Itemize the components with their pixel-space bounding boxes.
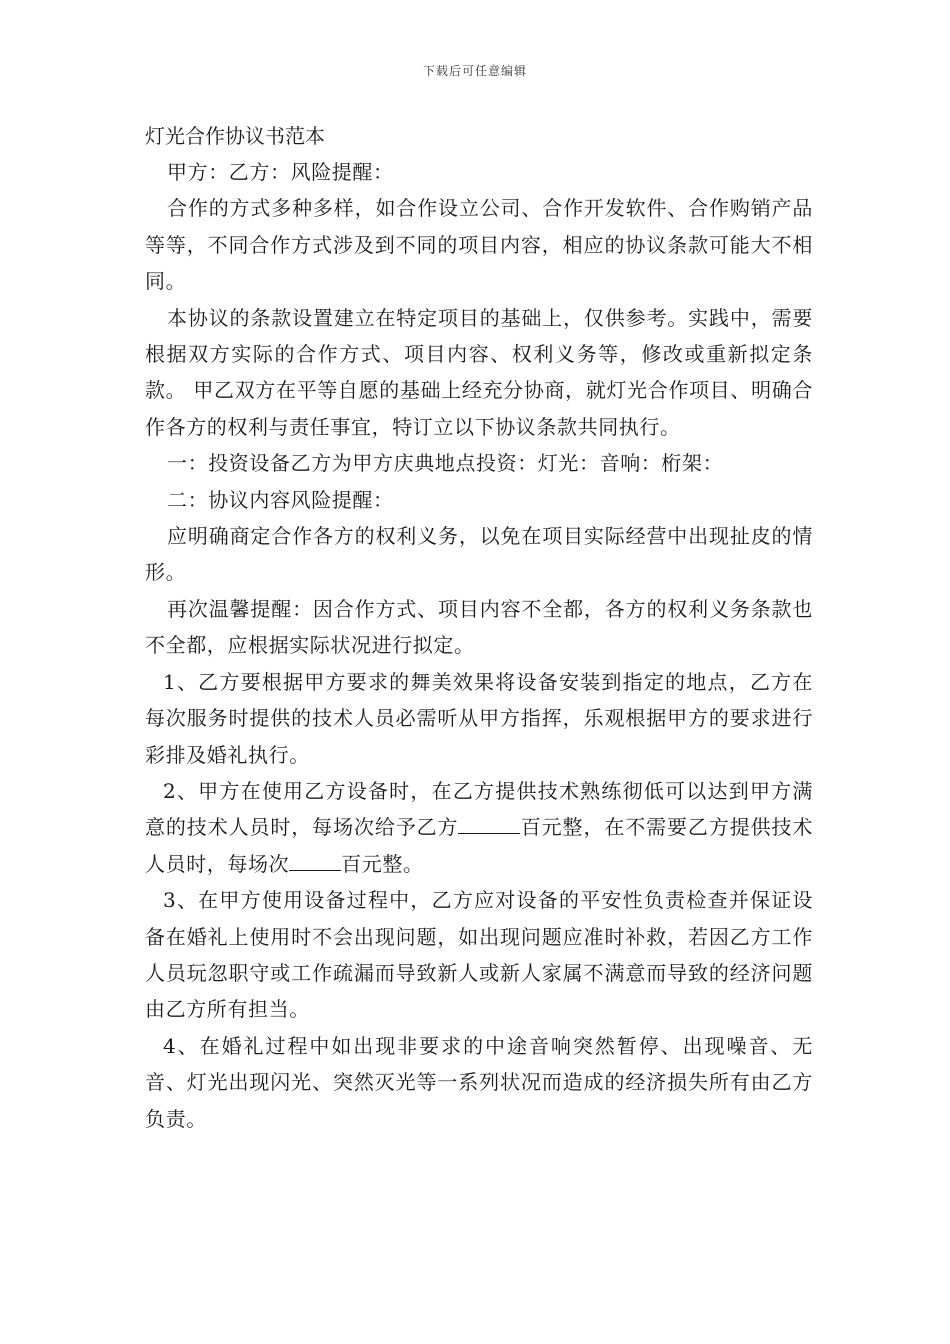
- fee-blank-without-technician: [289, 852, 341, 871]
- paragraph-agreement-basis: 本协议的条款设置建立在特定项目的基础上，仅供参考。实践中，需要根据双方实际的合作方式、项目内容、权利义务等，修改或重新拟定条款。 甲乙双方在平等自愿的基础上经充分协商，就灯光合作项目、明确合作各方的权利与责任事宜，特订立以下协议条款共同执行。: [145, 305, 813, 439]
- clause-2-text-c: 百元整。: [341, 851, 424, 876]
- section-agreement-content: 二：协议内容风险提醒：: [167, 487, 394, 512]
- section-investment-equipment: 一：投资设备乙方为甲方庆典地点投资：灯光：音响：桁架：: [167, 451, 724, 476]
- clause-1: 1、乙方要根据甲方要求的舞美效果将设备安装到指定的地点，乙方在每次服务时提供的技术人员必需听从甲方指挥，乐观根据甲方的要求进行彩排及婚礼执行。: [145, 669, 813, 767]
- clause-4: 4、在婚礼过程中如出现非要求的中途音响突然暂停、出现噪音、无音、灯光出现闪光、突然灭光等一系列状况而造成的经济损失所有由乙方负责。: [145, 1033, 813, 1131]
- page-header-note: 下载后可任意编辑: [422, 64, 527, 78]
- paragraph-rights-obligations: 应明确商定合作各方的权利义务，以免在项目实际经营中出现扯皮的情形。: [145, 524, 813, 585]
- clause-2: [145, 773, 813, 882]
- document-title: 灯光合作协议书范本: [145, 124, 325, 148]
- document-body: [145, 118, 813, 1137]
- clause-2-text-b: 百元整，在不需要乙方提供技术人员时，每场次: [145, 815, 814, 876]
- fee-blank-with-technician: [458, 815, 520, 834]
- parties-line: 甲方：乙方：风险提醒：: [167, 160, 394, 184]
- paragraph-reminder: 再次温馨提醒：因合作方式、项目内容不全都，各方的权利义务条款也不全都，应根据实际状况进行拟定。: [145, 596, 813, 658]
- clause-2-text-a: 2、甲方在使用乙方设备时，在乙方提供技术熟练彻低可以达到甲方满意的技术人员时，每场次给予乙方: [145, 778, 813, 840]
- paragraph-cooperation-methods: 合作的方式多种多样，如合作设立公司、合作开发软件、合作购销产品等等，不同合作方式涉及到不同的项目内容，相应的协议条款可能大不相同。: [145, 196, 813, 294]
- clause-3: 3、在甲方使用设备过程中，乙方应对设备的平安性负责检查并保证设备在婚礼上使用时不会出现问题，如出现问题应准时补救，若因乙方工作人员玩忽职守或工作疏漏而导致新人或新人家属不满意而导致的经济问题由乙方所有担当。: [145, 888, 813, 1022]
